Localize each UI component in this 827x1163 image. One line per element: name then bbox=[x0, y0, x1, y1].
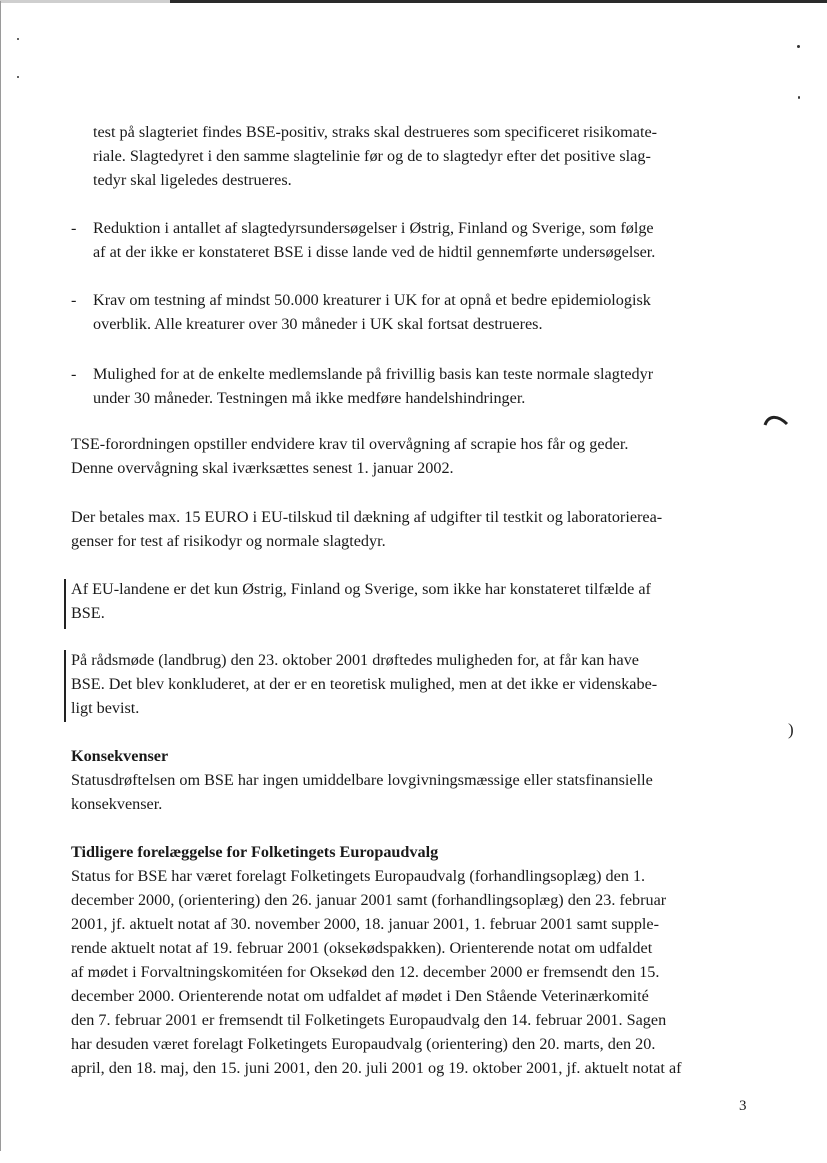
bullet-item-reduktion bbox=[93, 216, 753, 264]
page-number: 3 bbox=[739, 1098, 747, 1114]
bullet-dash: - bbox=[71, 291, 77, 309]
continuation-paragraph bbox=[93, 120, 753, 192]
bullet-dash: - bbox=[71, 219, 77, 237]
text-line: BSE. bbox=[71, 604, 105, 622]
text-line: har desuden været forelagt Folketingets Europaudvalg (orientering) den 20. marts, den 20. bbox=[71, 1035, 656, 1053]
scan-speck bbox=[17, 38, 19, 40]
text-line: december 2000, (orientering) den 26. januar 2001 samt (forhandlingsoplæg) den 23. februar bbox=[71, 891, 667, 909]
text-line: På rådsmøde (landbrug) den 23. oktober 2001 drøftedes muligheden for, at får kan have bbox=[71, 651, 639, 669]
text-line: december 2000. Orienterende notat om udfaldet af mødet i Den Stående Veterinærkomité bbox=[71, 987, 649, 1005]
scan-top-rule bbox=[0, 0, 827, 3]
text-line: Denne overvågning skal iværksættes senest 1. januar 2002. bbox=[71, 459, 454, 477]
section-body-tidligere-forelaeggelse bbox=[71, 864, 753, 1080]
scan-smudge-mark bbox=[763, 414, 789, 426]
text-line: TSE-forordningen opstiller endvidere krav til overvågning af scrapie hos får og geder. bbox=[71, 435, 629, 453]
text-line: Krav om testning af mindst 50.000 kreaturer i UK for at opnå et bedre epidemiologisk bbox=[93, 291, 651, 309]
text-line: under 30 måneder. Testningen må ikke medføre handelshindringer. bbox=[93, 389, 526, 407]
text-line: rende aktuelt notat af 19. februar 2001 (oksekødspakken). Orienterende notat om udfaldet bbox=[71, 939, 653, 957]
text-line: 2001, jf. aktuelt notat af 30. november 2000, 18. januar 2001, 1. februar 2001 samt supple- bbox=[71, 915, 660, 933]
text-line: Reduktion i antallet af slagtedyrsundersøgelser i Østrig, Finland og Sverige, som følge bbox=[93, 219, 654, 237]
bullet-item-krav bbox=[93, 288, 753, 336]
scan-speck bbox=[797, 45, 800, 48]
margin-parenthesis: ) bbox=[788, 720, 794, 739]
text-line: konsekvenser. bbox=[71, 795, 163, 813]
text-line: genser for test af risikodyr og normale slagtedyr. bbox=[71, 532, 386, 550]
text-line: tedyr skal ligeledes destrueres. bbox=[93, 171, 292, 189]
text-line: Status for BSE har været forelagt Folketingets Europaudvalg (forhandlingsoplæg) den 1. bbox=[71, 867, 646, 885]
section-heading-konsekvenser: Konsekvenser bbox=[71, 747, 169, 765]
text-line: april, den 18. maj, den 15. juni 2001, den 20. juli 2001 og 19. oktober 2001, jf. aktuelt notat af bbox=[71, 1059, 682, 1077]
change-bar bbox=[64, 650, 66, 722]
text-line: af mødet i Forvaltningskomitéen for Oksekød den 12. december 2000 er fremsendt den 15. bbox=[71, 963, 660, 981]
section-body-konsekvenser bbox=[71, 768, 753, 816]
paragraph-eu-landene bbox=[71, 577, 753, 625]
bullet-dash: - bbox=[71, 365, 77, 383]
text-line: BSE. Det blev konkluderet, at der er en teoretisk mulighed, men at det ikke er videnskabe- bbox=[71, 675, 658, 693]
paragraph-raadsmoede bbox=[71, 648, 753, 720]
text-line: af at der ikke er konstateret BSE i disse lande ved de hidtil gennemførte undersøgelser. bbox=[93, 243, 656, 261]
paragraph-eu-tilskud bbox=[71, 505, 753, 553]
text-line: test på slagteriet findes BSE-positiv, straks skal destrueres som specificeret risikomate- bbox=[93, 123, 658, 141]
scan-speck bbox=[17, 76, 19, 78]
paragraph-tse-forordning bbox=[71, 432, 753, 480]
text-line: Mulighed for at de enkelte medlemslande på frivillig basis kan teste normale slagtedyr bbox=[93, 365, 654, 383]
bullet-item-mulighed bbox=[93, 362, 753, 410]
text-line: ligt bevist. bbox=[71, 699, 140, 717]
scan-speck bbox=[798, 96, 800, 99]
text-line: Der betales max. 15 EURO i EU-tilskud til dækning af udgifter til testkit og laboratorierea- bbox=[71, 508, 663, 526]
text-line: Statusdrøftelsen om BSE har ingen umiddelbare lovgivningsmæssige eller statsfinansielle bbox=[71, 771, 653, 789]
section-heading-tidligere-forelaeggelse: Tidligere forelæggelse for Folketingets Europaudvalg bbox=[71, 843, 439, 861]
scan-left-edge bbox=[0, 1, 1, 1151]
text-line: den 7. februar 2001 er fremsendt til Folketingets Europaudvalg den 14. februar 2001. Sagen bbox=[71, 1011, 667, 1029]
change-bar bbox=[64, 579, 66, 629]
text-line: overblik. Alle kreaturer over 30 måneder i UK skal fortsat destrueres. bbox=[93, 315, 543, 333]
text-line: Af EU-landene er det kun Østrig, Finland og Sverige, som ikke har konstateret tilfælde af bbox=[71, 580, 651, 598]
text-line: riale. Slagtedyret i den samme slagtelinie før og de to slagtedyr efter det positive slag- bbox=[93, 147, 651, 165]
